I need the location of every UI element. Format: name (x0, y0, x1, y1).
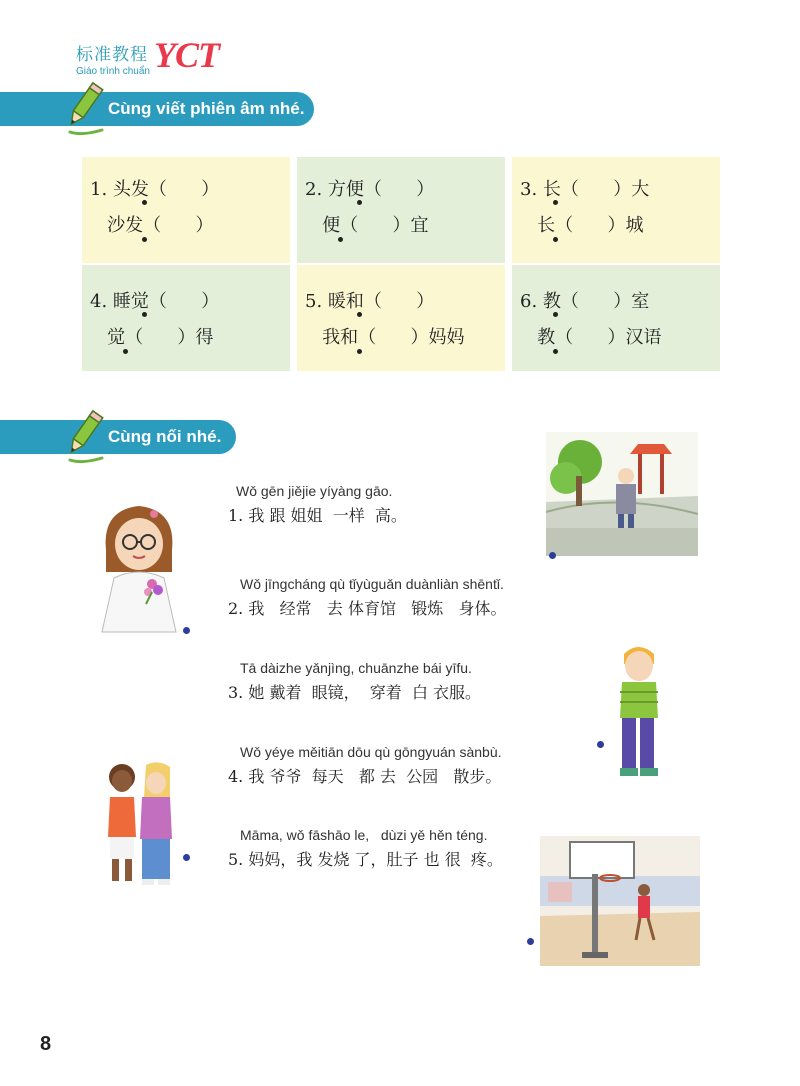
exercise-cell-5 (297, 265, 505, 371)
tone-dot (553, 349, 558, 354)
section2-banner (0, 420, 236, 454)
match-dot-left-2[interactable] (183, 854, 190, 861)
sentence-4-pinyin: Wǒ yéye měitiān dōu qù gōngyuán sànbù. (240, 744, 502, 760)
cell-1-line-1: 1. 头发（ ） (90, 179, 220, 200)
pencil-icon (62, 408, 106, 464)
match-dot-left-1[interactable] (183, 627, 190, 634)
cell-6-line-2: 教（ ）汉语 (520, 327, 662, 348)
logo-chinese-text: 标准教程 (76, 45, 148, 65)
gym-basketball-illustration (540, 836, 700, 966)
section1-title: Cùng viết phiên âm nhé. (108, 99, 305, 118)
exercise-cell-1 (82, 157, 290, 263)
boy-stomachache-illustration (608, 640, 670, 780)
sentence-3-pinyin: Tā dàizhe yǎnjìng, chuānzhe bái yīfu. (240, 660, 472, 676)
sentence-2-pinyin: Wǒ jīngcháng qù tǐyùguǎn duànliàn shēntǐ. (240, 576, 504, 592)
cell-4-line-2: 觉（ ）得 (90, 327, 214, 348)
tone-dot (553, 312, 558, 317)
tone-dot (553, 200, 558, 205)
logo-vietnamese-text: Giáo trình chuẩn (76, 66, 150, 77)
match-dot-right-1[interactable] (549, 552, 556, 559)
logo-yct-text: YCT (154, 35, 219, 75)
cell-5-line-2: 我和（ ）妈妈 (305, 327, 465, 348)
tone-dot (142, 200, 147, 205)
exercise-cell-3 (512, 157, 720, 263)
match-dot-right-3[interactable] (527, 938, 534, 945)
exercise-cell-6 (512, 265, 720, 371)
tone-dot (142, 237, 147, 242)
tone-dot (357, 349, 362, 354)
pencil-icon (62, 80, 106, 136)
sentence-1-pinyin: Wǒ gēn jiějie yíyàng gāo. (236, 483, 393, 499)
sentence-5-pinyin: Māma, wǒ fāshāo le, dùzi yě hěn téng. (240, 827, 488, 843)
cell-3-line-2: 长（ ）城 (520, 215, 644, 236)
sentence-1-hanzi: 1. 我 跟 姐姐 一样 高。 (228, 506, 407, 525)
sentence-5-hanzi: 5. 妈妈，我 发烧 了，肚子 也 很 疼。 (228, 850, 503, 869)
cell-1-line-2: 沙发（ ） (90, 215, 214, 236)
exercise-cell-2 (297, 157, 505, 263)
cell-2-line-1: 2. 方便（ ） (305, 179, 435, 200)
tone-dot (338, 237, 343, 242)
grandpa-park-walk-illustration (546, 432, 698, 556)
cell-6-line-1: 6. 教（ ）室 (520, 291, 650, 312)
tone-dot (357, 200, 362, 205)
section2-title: Cùng nối nhé. (108, 427, 222, 446)
cell-5-line-1: 5. 暖和（ ） (305, 291, 435, 312)
cell-2-line-2: 便（ ）宜 (305, 215, 429, 236)
tone-dot (553, 237, 558, 242)
page-number: 8 (40, 1033, 52, 1055)
sentence-4-hanzi: 4. 我 爷爷 每天 都 去 公园 散步。 (228, 767, 502, 786)
series-logo (76, 35, 219, 77)
sentence-3-hanzi: 3. 她 戴着 眼镜， 穿着 白 衣服。 (228, 683, 482, 702)
sentence-2-hanzi: 2. 我 经常 去 体育馆 锻炼 身体。 (228, 599, 507, 618)
two-girls-illustration (96, 757, 182, 889)
match-dot-right-2[interactable] (597, 741, 604, 748)
section1-banner (0, 92, 314, 126)
girl-with-glasses-illustration (96, 500, 182, 636)
exercise-cell-4 (82, 265, 290, 371)
cell-4-line-1: 4. 睡觉（ ） (90, 291, 220, 312)
tone-dot (123, 349, 128, 354)
cell-3-line-1: 3. 长（ ）大 (520, 179, 650, 200)
tone-dot (357, 312, 362, 317)
tone-dot (142, 312, 147, 317)
